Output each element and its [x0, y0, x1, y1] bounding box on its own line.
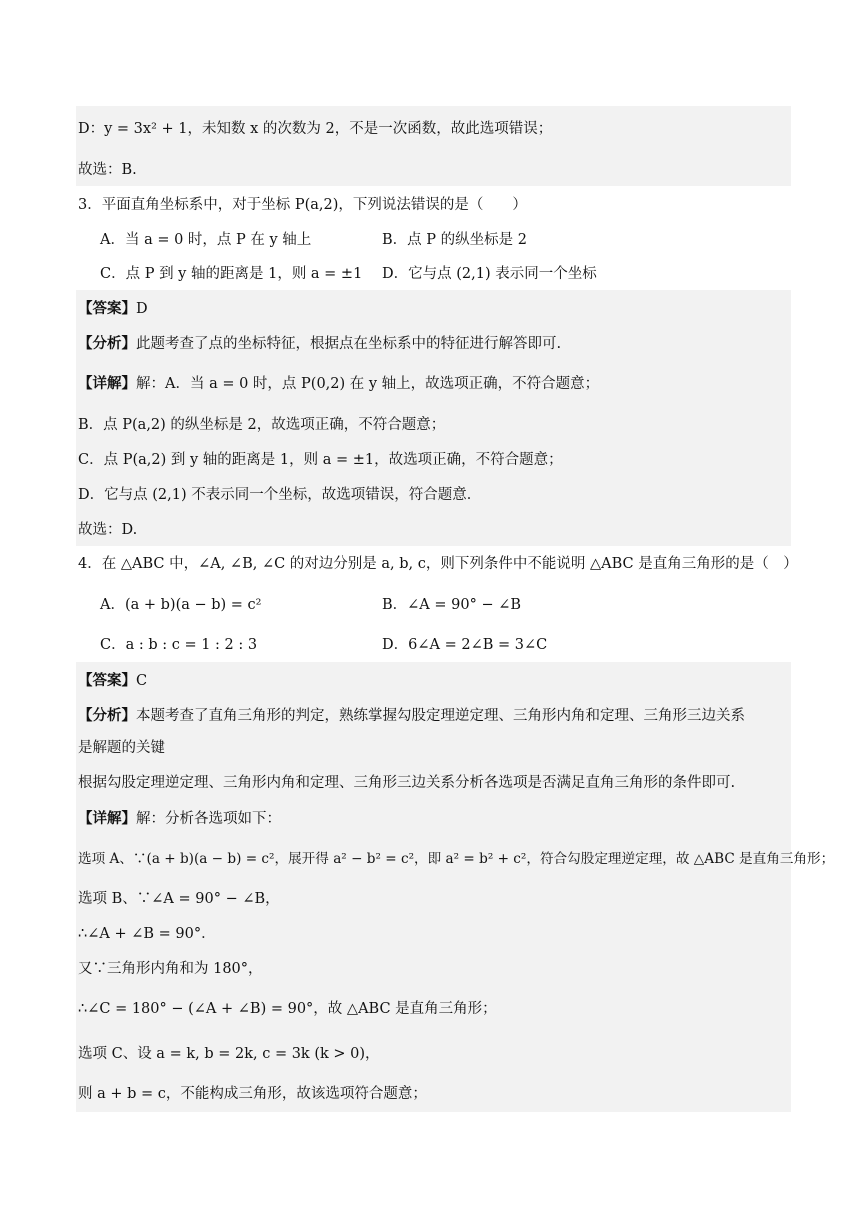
- q3-detail: [78, 373, 599, 395]
- q4-stem: 4．在 △ABC 中，∠A, ∠B, ∠C 的对边分别是 a, b, c，则下列条件中不能说明 △ABC 是直角三角形的是（ ）: [78, 556, 798, 572]
- q4-option-a: A．(a + b)(a − b) = c²: [100, 597, 262, 613]
- q4-detail-a: 选项 A、∵(a + b)(a − b) = c²，展开得 a² − b² = c²，即 a² = b² + c²，符合勾股定理逆定理，故 △ABC 是直角三角形；: [78, 851, 835, 867]
- q3-option-c: C．点 P 到 y 轴的距离是 1，则 a = ±1: [100, 266, 363, 282]
- q4-detail-b-step1: ∴∠A + ∠B = 90°．: [78, 926, 216, 942]
- q2-option-d-explanation: D：y = 3x² + 1，未知数 x 的次数为 2，不是一次函数，故此选项错误；: [78, 121, 553, 137]
- q3-final-answer: 故选：D.: [78, 522, 138, 538]
- q3-option-b: B．点 P 的纵坐标是 2: [382, 232, 527, 248]
- answer-value: D: [136, 301, 148, 317]
- analysis-text: 此题考查了点的坐标特征，根据点在坐标系中的特征进行解答即可.: [136, 336, 562, 352]
- q4-analysis: [78, 705, 745, 727]
- q4-option-c: C．a : b : c = 1 : 2 : 3: [100, 637, 258, 653]
- detail-tag: 【详解】: [78, 810, 136, 827]
- analysis-tag: 【分析】: [78, 707, 136, 724]
- q3-option-a: A．当 a = 0 时，点 P 在 y 轴上: [100, 232, 312, 248]
- q4-detail-c: 选项 C、设 a = k, b = 2k, c = 3k (k > 0)，: [78, 1046, 380, 1062]
- q4-analysis-method: 根据勾股定理逆定理、三角形内角和定理、三角形三边关系分析各选项是否满足直角三角形的条件即可.: [78, 775, 736, 791]
- q3-analysis: [78, 333, 561, 355]
- q4-answer: [78, 670, 147, 692]
- detail-tag: 【详解】: [78, 375, 136, 392]
- q3-stem: 3．平面直角坐标系中，对于坐标 P(a,2)，下列说法错误的是（ ）: [78, 197, 527, 213]
- q2-final-answer: 故选：B.: [78, 162, 137, 178]
- q4-analysis-cont: 是解题的关键: [78, 740, 165, 756]
- q3-detail-d: D．它与点 (2,1) 不表示同一个坐标，故选项错误，符合题意．: [78, 487, 482, 503]
- q4-detail-b-step3: ∴∠C = 180° − (∠A + ∠B) = 90°，故 △ABC 是直角三角形；: [78, 1001, 497, 1017]
- q4-option-b: B．∠A = 90° − ∠B: [382, 597, 522, 613]
- q4-detail-b: 选项 B、∵∠A = 90° − ∠B，: [78, 891, 280, 907]
- q3-option-d: D．它与点 (2,1) 表示同一个坐标: [382, 266, 597, 282]
- q4-option-d: D．6∠A = 2∠B = 3∠C: [382, 637, 548, 653]
- q3-detail-c: C．点 P(a,2) 到 y 轴的距离是 1，则 a = ±1，故选项正确，不符合题意；: [78, 452, 563, 468]
- analysis-tag: 【分析】: [78, 335, 136, 352]
- detail-text: 解：A．当 a = 0 时，点 P(0,2) 在 y 轴上，故选项正确，不符合题意；: [136, 376, 600, 392]
- q4-detail-b-step2: 又∵三角形内角和为 180°，: [78, 961, 263, 977]
- answer-value: C: [136, 673, 148, 689]
- q4-detail: [78, 808, 281, 830]
- detail-text: 解：分析各选项如下：: [136, 811, 281, 827]
- answer-tag: 【答案】: [78, 300, 136, 317]
- q3-detail-b: B．点 P(a,2) 的纵坐标是 2，故选项正确，不符合题意；: [78, 417, 446, 433]
- q4-detail-c-conclusion: 则 a + b = c，不能构成三角形，故该选项符合题意；: [78, 1086, 427, 1102]
- answer-tag: 【答案】: [78, 672, 136, 689]
- analysis-text: 本题考查了直角三角形的判定，熟练掌握勾股定理逆定理、三角形内角和定理、三角形三边关系: [136, 708, 745, 724]
- q3-answer: [78, 298, 148, 320]
